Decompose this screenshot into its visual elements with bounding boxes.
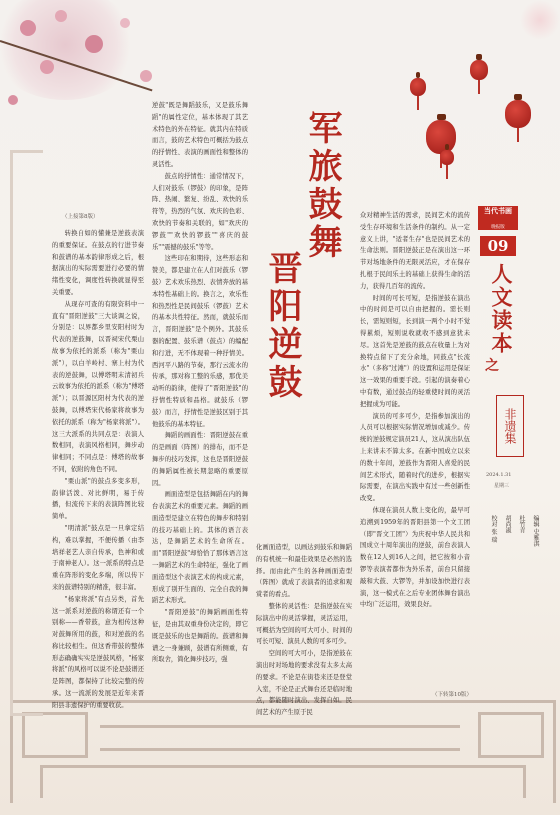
issue-weekday: 星期三 bbox=[494, 483, 510, 489]
article-title-line2: 晋阳逆鼓 bbox=[262, 250, 302, 402]
article-column-3 bbox=[256, 542, 352, 717]
credit-line: 校对 张 瑞 bbox=[490, 515, 497, 543]
paragraph: 演员的可多可少，是指参加演出的人员可以根据实际情况增加或减少。传统的逆鼓规定演员21人，这从演出队伍上来讲未不算太多。在新中国成立以来的数十年间，逆鼓作为晋阳人喜爱的民间艺术形式，随着时代的进步，根据实际需要，在演出实践中有过一些创新性改变。 bbox=[360, 412, 470, 503]
continued-to-caption: （下转第10版） bbox=[432, 692, 472, 698]
paragraph: "杨家将派"有点另类，首先这一派系对逆鼓的称谓还有一个别称——香带鼓，意为相传这种对鼓舞所用的鼓，和对逆鼓的名称比较相生。但这香带鼓的整体形态确确实实是逆鼓风格，"杨家将派"的风格可以说不论是鼓谱还是阵图，都保持了比较完整的传承。这一流派的发展是近年来晋阳县非遗保护的重要收获。 bbox=[52, 595, 144, 709]
paragraph: 画面造型是包括舞蹈在内的舞台表演艺术的重要元素。舞蹈的画面造型是建立在特色的舞步和特别的技巧基础上的。其体的语言表达，是舞蹈艺术的生命所在。而"晋阳逆鼓"却恰恰了那体语言这一舞蹈艺术的生命特征，强化了画面造型这个表演艺术的构成元素，形成了别开生面的、完全自我的舞蹈艺术形式。 bbox=[152, 491, 248, 605]
paragraph: 体现在演员人数上变化的，最早可追溯到1959年的晋阳县第一个文工团（即"晋文工团"）为庆祝中华人民共和国成立十周年演出的逆鼓，前台表演人数在12人到16人之间，把它按和小音锣等表演者都作为外乐者，前台只留接敲和大鼓、大锣等，并加设加快进行表演，这一模式在之后专业团体舞台演出中均广泛运用，效果良好。 bbox=[360, 506, 470, 609]
article-column-4 bbox=[360, 210, 470, 688]
paragraph: 整体的灵活性：是指逆鼓在实际演出中的灵活掌握，灵活运用，可概括为空间的可大可小、时间的可长可短、演员人数的可多可少。 bbox=[256, 602, 352, 646]
paragraph: 舞蹈的画面性：晋阳逆鼓在重的是画面（阵图）的排布，而不是舞步的技巧发挥，这也是晋阳逆鼓的舞蹈属性被长期忽略的重要原因。 bbox=[152, 432, 248, 487]
article-column-1 bbox=[52, 228, 144, 709]
paragraph: 空间的可大可小，是指逆鼓在演出时对场地的要求没有太多太高的要求。不论是在街巷来还是登堂入室，不论是正式舞台还是临时地点，都能随时演出、发挥自如。民间艺术的产生原于民 bbox=[256, 650, 352, 717]
issue-date: 2024.1.31 bbox=[486, 472, 512, 478]
seal-stamp: 非遗集 bbox=[496, 395, 524, 457]
edition-label: 晚报版 bbox=[478, 224, 518, 230]
red-lantern-decoration bbox=[505, 100, 531, 128]
paragraph: 众对精神生活的需求，民间艺术的流传受生存环境和生活条件的制约。从一定意义上讲，"适者生存"也是民间艺术的生命法则。晋阳逆鼓正是在演出这一环节对场地条件的无限灵活应，才在保存扎根于民间乐土的基础上获得生命的活力，获得几百年的流传。 bbox=[360, 212, 470, 290]
article-column-2 bbox=[152, 100, 248, 710]
paragraph: 逆鼓"既是舞蹈鼓乐，又是鼓乐舞蹈"的属性定位，基本体现了其艺术特色的外在特征。就其内在特质而言，鼓的艺术特色可概括为鼓点的抒情性、表演的画面性和整体的灵活性。 bbox=[152, 102, 248, 168]
credit-line: 编辑 史雅淇 bbox=[532, 515, 539, 547]
article-title-line1: 军旅鼓舞 bbox=[302, 110, 342, 262]
red-lantern-decoration bbox=[470, 60, 488, 80]
column-title: 人文读本 bbox=[489, 263, 514, 355]
paragraph: "栗山派"的鼓点多变多形，韵律活泼、对比鲜明，易于传播，但流传下来的表演阵图比较简单。 bbox=[52, 477, 144, 521]
paragraph: 时间的可长可短，是指逆鼓在演出中的时间是可以自由把握的。需长则长，需短则短，长到演一两个小时不觉得累烦，短则说收就收不感到意犹未尽。这首先是逆鼓的鼓点在收量上为对换特点留下了充分余地，同鼓点"长流水"（多称"过滩"）的设置和运用是保证这一效果的重要手段。引起的演奏着心中有数，通过鼓点的轻重使时间的灵活把握成为可能。 bbox=[360, 294, 470, 408]
paragraph: 转换自如的懂兼是逆鼓表演的重要保证。在鼓点的行进节奏和鼓谱的基本韵律形成之后，根据演出的实际需要进行必要的情绪性变化，调度性转换就显得至关重要。 bbox=[52, 230, 144, 296]
red-lantern-decoration bbox=[440, 150, 454, 165]
continued-from-caption: （上接第8版） bbox=[62, 214, 99, 220]
red-lantern-decoration bbox=[426, 120, 456, 154]
red-lantern-decoration bbox=[520, 0, 560, 40]
column-title-connector: 之 bbox=[485, 358, 499, 374]
credit-line: 杜竹青 bbox=[518, 515, 525, 533]
paragraph: 鼓点的抒情性：通常情况下，人们对鼓乐（锣鼓）的印象，是阵阵、热闹、繁复、纷乱、欢快的乐符等，热烈的气氛、欢庆的色彩、欢快的节奏和关联的，如"欢庆的锣鼓""欢快的锣鼓""喜庆的鼓乐""震撼的鼓乐"等等。 bbox=[152, 172, 248, 251]
red-lantern-decoration bbox=[410, 78, 426, 96]
paragraph: "晋阳逆鼓"的舞蹈画面性特征，是由其双重身份决定的，即它既是鼓乐的也是舞蹈的。鼓谱和舞谱之一身兼顾，鼓谱有所侧重，有所取舍，简化舞步技巧，强 bbox=[152, 609, 248, 664]
newspaper-logo: 当代书画 bbox=[478, 206, 518, 224]
paragraph: 化画面造型，以画达到鼓乐和舞蹈的有机统一和最佳效果是必然的选择。而由此产生的各种画面造型（阵图）就成了表演者的追求和观赏者的看点。 bbox=[256, 544, 352, 599]
editor-credits bbox=[486, 515, 542, 547]
page-number: 09 bbox=[480, 236, 516, 256]
paragraph: "明清派"鼓点是一旦拿定结构，难以掌握，不便传播（由李培祥老艺人亲自传承，色神和或于南神老人）。这一派系的特点是重在阵形的变化多端，所以传下来的鼓谱特别的精准，很丰富。 bbox=[52, 524, 144, 591]
paragraph: 这些印在和期待，这些形态和赞美，都是建立在人们对鼓乐（锣鼓）艺术欢乐热烈、表情奔放的基本特性基础上的。换言之，欢乐性和热烈性是民间鼓乐（锣鼓）艺术的基本共性特征。然而，就鼓乐而言，晋阳逆鼓"是个例外。其鼓乐器的配置、鼓乐谱（鼓点）的编配和行进，无不体现着一种抒情美。西河平八路的节奏，那行云流水的传承，那对称工整的乐感，那优美动听的韵律，使得了"晋阳逆鼓"的抒情性特质和品格。就鼓乐（锣鼓）而言，抒情性是逆鼓区别于其他鼓乐的基本特征。 bbox=[152, 255, 248, 428]
paragraph: 从现存可查的有限资料中一直有"晋阳逆鼓"三大谈调之说，分别是：以界都乡里安阳村时为代表的逆鼓舞，以晋祠宋代栗山故事为依托的派系（称为"栗山派"），以白羊岭村、寨上村为代表的逆鼓舞，以傅塔明末清初兵云故事为依托的派系（称为"傅塔派"）；以晋源区阳村为代表的逆鼓舞，以傅塔宋代杨家将故事为依托的派系（称为"杨家将派"）。这三大派系的共同点是：表演人数相同，表演风格相同，舞步动律相同；不同点是：傅塔的故事不同，依附的角色不同。 bbox=[52, 300, 144, 473]
credit-line: 胡尚淑 bbox=[504, 515, 511, 533]
